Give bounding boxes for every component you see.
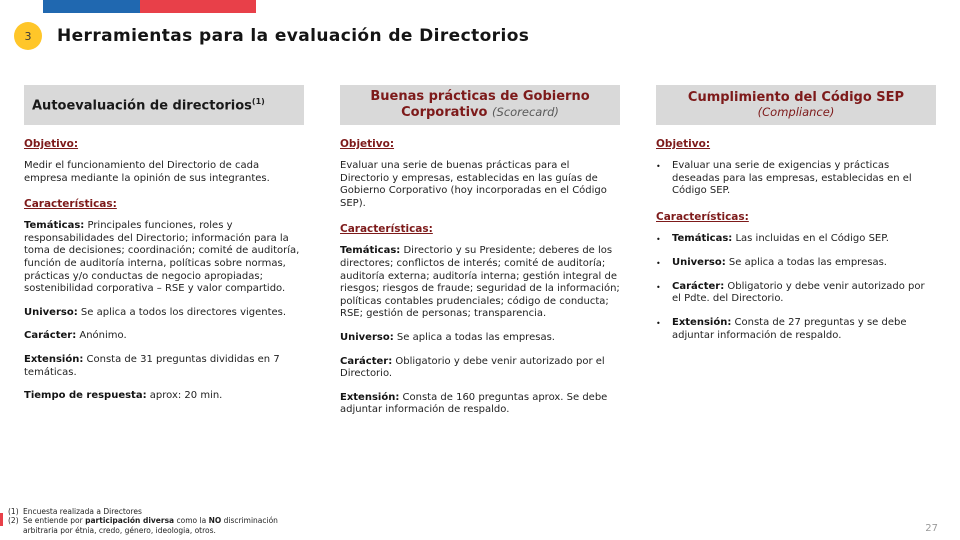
item-text: Se aplica a todos los directores vigentes. <box>80 306 287 318</box>
item-universo <box>24 307 304 320</box>
footer-red-accent <box>0 513 3 526</box>
item-tiempo <box>24 390 304 403</box>
item-universo <box>340 332 620 345</box>
item-extension <box>340 392 620 417</box>
item-label: Temáticas: <box>24 220 85 232</box>
column-title: Autoevaluación de directorios <box>32 97 252 113</box>
column-subtitle: (Compliance) <box>757 104 835 119</box>
objetivo-text: Evaluar una serie de buenas prácticas para el Directorio y empresas, establecidas en las guías de Gobierno Corporativo (hoy incorporadas en el Código SEP). <box>340 160 607 209</box>
objetivo-text: Evaluar una serie de exigencias y prácticas deseadas para las empresas, establecidas en el Código SEP. <box>672 160 912 197</box>
page-number: 27 <box>925 523 938 534</box>
item-label: Universo: <box>672 256 726 268</box>
slide-number-badge: 3 <box>14 22 42 50</box>
footnote-text: Se entiende por participación diversa como la NO discriminación arbitraria por étnia, credo, género, ideologia, otros. <box>23 516 278 535</box>
objetivo-heading: Objetivo: <box>656 138 711 150</box>
bullet-icon: • <box>656 258 661 268</box>
item-label: Universo: <box>340 331 394 343</box>
item-label: Extensión: <box>672 316 732 328</box>
item-text: aprox: 20 min. <box>149 390 223 402</box>
column-compliance <box>656 85 936 428</box>
item-label: Universo: <box>24 306 78 318</box>
objetivo-text: Medir el funcionamiento del Directorio de cada empresa mediante la opinión de sus integrantes. <box>24 160 270 184</box>
item-text: Temáticas: Las incluidas en el Código SEP. <box>672 232 889 244</box>
caracteristicas-heading: Características: <box>24 198 117 211</box>
flag-bar-blue <box>43 0 140 13</box>
item-tematicas <box>656 233 936 246</box>
column-header-autoevaluacion <box>24 85 304 125</box>
column-subtitle: (Scorecard) <box>492 105 559 119</box>
item-tematicas <box>24 220 304 296</box>
footnote-1 <box>8 507 313 516</box>
footnote-text: Encuesta realizada a Directores <box>23 506 142 516</box>
item-label: Temáticas: <box>672 232 733 244</box>
flag-bar-red <box>140 0 256 13</box>
item-label: Extensión: <box>340 391 400 403</box>
item-text: Directorio y su Presidente; deberes de los directores; conflictos de interés; comité de auditoría; auditoría externa; auditoría interna; gestión integral de riesgos; riesgos de fraude; seguridad de la información; políticas contables prudenciales; código de conducta; RSE; gestión de personas; transparencia. <box>340 245 620 320</box>
item-universo <box>656 257 936 270</box>
objetivo-heading: Objetivo: <box>340 138 395 150</box>
bullet-icon: • <box>656 234 661 244</box>
item-label: Carácter: <box>340 355 393 367</box>
item-label: Tiempo de respuesta: <box>24 390 147 402</box>
item-caracter <box>340 356 620 381</box>
comparison-columns <box>24 85 936 428</box>
column-header-scorecard <box>340 85 620 125</box>
item-text: Carácter: Obligatorio y debe venir autorizado por el Pdte. del Directorio. <box>672 280 925 305</box>
item-label: Temáticas: <box>340 245 401 257</box>
footnote-2 <box>8 516 313 535</box>
page-title: Herramientas para la evaluación de Directorios <box>57 26 530 46</box>
item-label: Carácter: <box>24 330 77 342</box>
caracteristicas-heading: Características: <box>656 210 749 223</box>
column-header-compliance <box>656 85 936 125</box>
footnote-number: (2) <box>8 516 19 526</box>
column-autoevaluacion <box>24 85 304 428</box>
column-title: Cumplimiento del Código SEP <box>687 90 905 106</box>
footnotes <box>8 507 313 535</box>
item-text: Se aplica a todas las empresas. <box>396 331 555 343</box>
column-scorecard <box>340 85 620 428</box>
item-text: Extensión: Consta de 27 preguntas y se debe adjuntar información de respaldo. <box>672 316 907 341</box>
bullet-icon: • <box>656 162 661 171</box>
bullet-icon: • <box>656 282 661 292</box>
item-text: Consta de 31 preguntas divididas en 7 temáticas. <box>24 353 280 378</box>
column-title: Buenas prácticas de Gobierno Corporativo <box>370 89 590 120</box>
caracteristicas-heading: Características: <box>340 223 433 236</box>
item-caracter <box>656 281 936 306</box>
item-label: Carácter: <box>672 280 725 292</box>
item-extension <box>24 354 304 379</box>
item-tematicas <box>340 245 620 321</box>
item-text: Principales funciones, roles y responsabilidades del Directorio; información para la toma de decisiones; coordinación; comité de auditoría, función de auditoría interna, políticas sobre normas, prácticas y/o conductas de negocio apropiadas; sostenibilidad corporativa – RSE y valor compartido. <box>24 220 300 295</box>
bullet-icon: • <box>656 318 661 328</box>
item-text: Obligatorio y debe venir autorizado por el Directorio. <box>340 355 605 380</box>
footnote-ref: (1) <box>251 96 265 106</box>
item-label: Extensión: <box>24 353 84 365</box>
item-text: Universo: Se aplica a todas las empresas. <box>672 256 887 268</box>
item-extension <box>656 317 936 342</box>
item-caracter <box>24 330 304 343</box>
item-text: Consta de 160 preguntas aprox. Se debe adjuntar información de respaldo. <box>340 391 608 416</box>
item-text: Anónimo. <box>79 330 127 342</box>
objetivo-heading: Objetivo: <box>24 138 79 150</box>
objetivo-bullet <box>656 160 936 198</box>
footnote-number: (1) <box>8 506 19 516</box>
